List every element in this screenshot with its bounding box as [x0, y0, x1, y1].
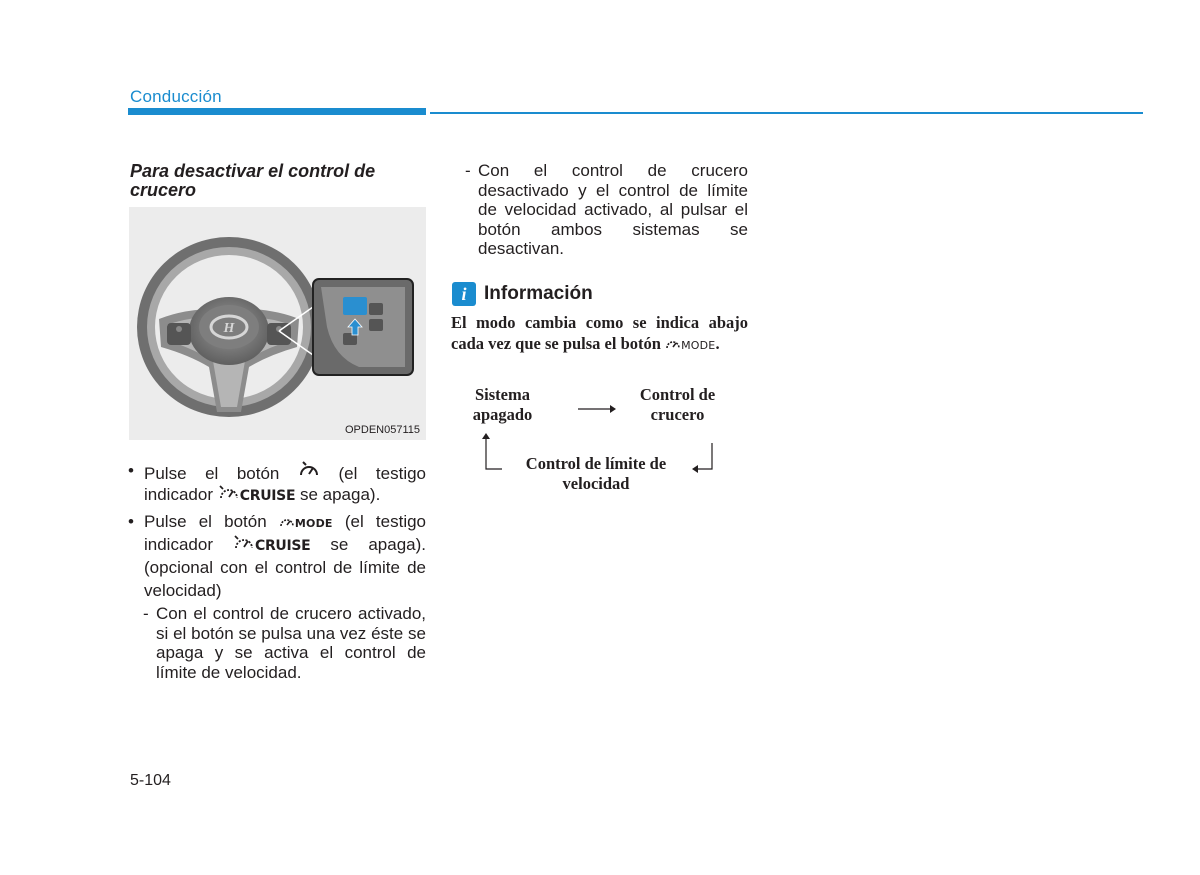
- section-title: Conducción: [130, 87, 222, 106]
- flow-arrows: [470, 395, 730, 475]
- bullet-item: • Pulse el botón (el testigo: [128, 459, 426, 489]
- info-icon: i: [452, 282, 476, 306]
- sub-item-text: Con el control de crucero activado, si el botón se pulsa una vez éste se apaga y se activa el control de límite de velocidad.: [156, 604, 426, 682]
- cruise-indicator-icon: [218, 484, 240, 510]
- figure-code: OPDEN057115: [344, 424, 420, 436]
- flow-node-system-off: Sistema apagado: [472, 385, 533, 424]
- steering-wheel-illustration: [129, 207, 426, 440]
- header-rule-thick: [128, 108, 426, 115]
- bullet-line: indicador CRUISE se apaga).: [144, 483, 426, 510]
- mode-button-icon: [665, 337, 681, 358]
- svg-text:H: H: [223, 321, 235, 336]
- bullet-dot: •: [128, 512, 134, 531]
- mode-button-label: MODE: [294, 517, 333, 530]
- steering-wheel-figure: [129, 207, 426, 440]
- bullet-item: • Pulse el botón MODE (el testigo: [128, 510, 426, 537]
- bullet-note: (opcional con el control de límite de velocidad): [144, 558, 426, 600]
- info-text: El modo cambia como se indica abajo cada vez que se pulsa el botón MODE.: [451, 312, 748, 358]
- cruise-indicator-label: CRUISE: [239, 488, 296, 504]
- bullet-dot: •: [128, 461, 134, 480]
- flow-node-speed-limit: Control de límite de velocidad: [525, 454, 667, 493]
- mode-button-label: MODE: [681, 339, 716, 352]
- header-rule-thin: [430, 112, 1143, 114]
- sub-item: - Con el control de crucero desactivado y el control de límite de velocidad activado, al pulsar el botón ambos sistemas se desactivan.: [465, 161, 748, 258]
- info-title: Información: [484, 283, 593, 304]
- sub-item: - Con el control de crucero activado, si el botón se pulsa una vez éste se apaga y se activa el control de límite de velocidad.: [143, 604, 426, 682]
- flow-node-cruise-control: Control de crucero: [639, 385, 716, 424]
- sub-item-text: Con el control de crucero desactivado y el control de límite de velocidad activado, al pulsar el botón ambos sistemas se desactivan.: [478, 161, 748, 258]
- cruise-indicator-label: CRUISE: [254, 538, 311, 554]
- page-number: 5-104: [130, 772, 171, 789]
- subheading: Para desactivar el control de crucero: [130, 161, 376, 200]
- bullet-line: indicador CRUISE se apaga).: [144, 533, 426, 560]
